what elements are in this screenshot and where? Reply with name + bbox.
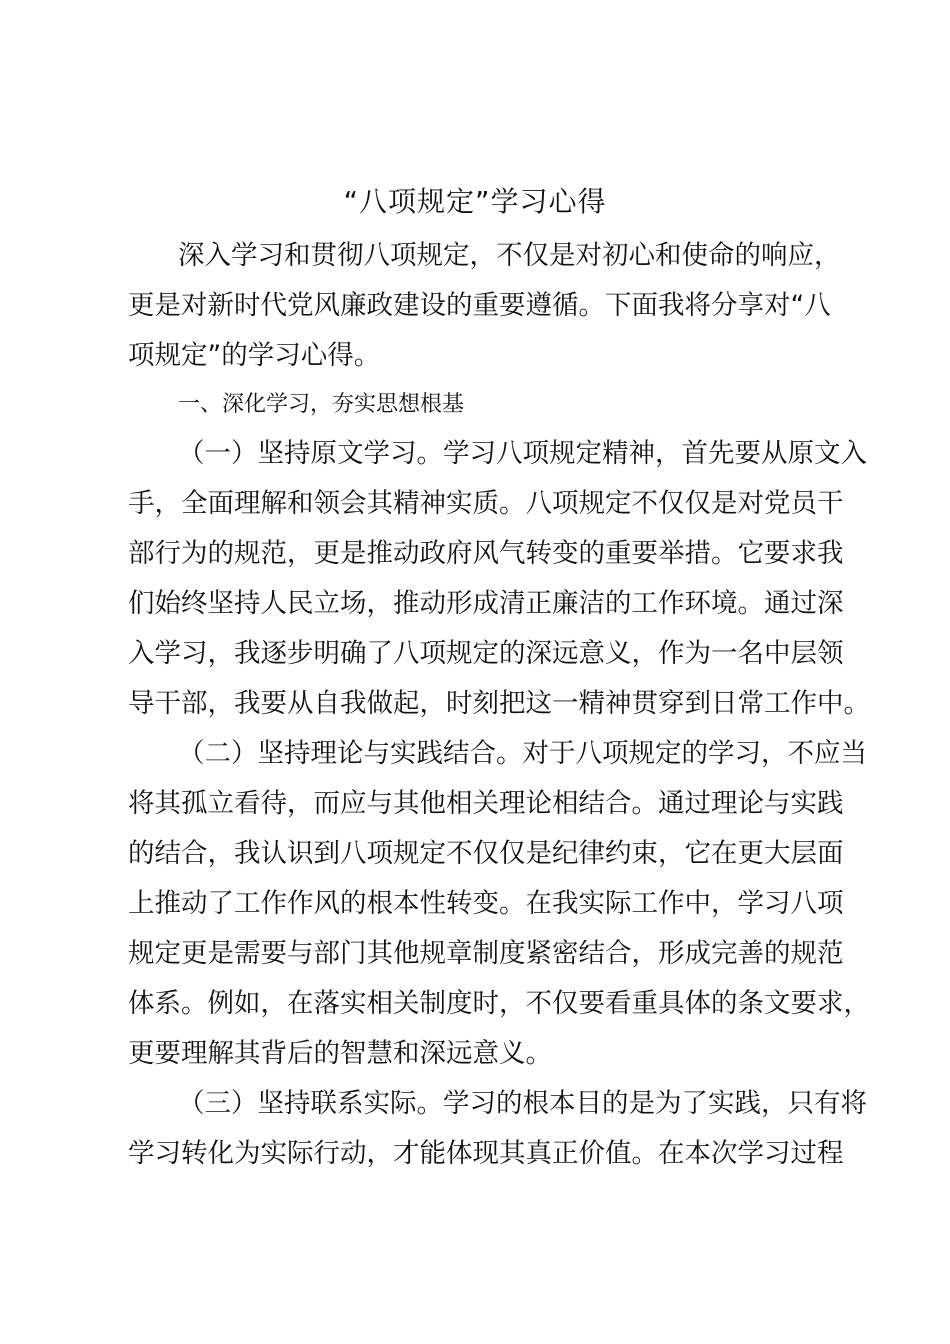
text-line: 学习转化为实际行动，才能体现其真正价值。在本次学习过程 [128, 1138, 844, 1169]
text-line: 规定更是需要与部门其他规章制度紧密结合，形成完善的规范 [128, 938, 844, 969]
text-line: （三）坚持联系实际。学习的根本目的是为了实践，只有将 [178, 1088, 867, 1119]
text-line: 手，全面理解和领会其精神实质。八项规定不仅仅是对党员干 [128, 488, 844, 519]
text-line: 的结合，我认识到八项规定不仅仅是纪律约束，它在更大层面 [128, 838, 844, 869]
text-line: 深入学习和贯彻八项规定，不仅是对初心和使命的响应， [178, 240, 841, 271]
text-line: 更是对新时代党风廉政建设的重要遵循。下面我将分享对“八 [128, 290, 831, 321]
text-line: 上推动了工作作风的根本性转变。在我实际工作中，学习八项 [128, 888, 844, 919]
text-line: 更要理解其背后的智慧和深远意义。 [128, 1038, 552, 1069]
text-line: 将其孤立看待，而应与其他相关理论相结合。通过理论与实践 [128, 788, 844, 819]
text-line: 入学习，我逐步明确了八项规定的深远意义，作为一名中层领 [128, 638, 844, 669]
text-line: 体系。例如，在落实相关制度时，不仅要看重具体的条文要求， [128, 988, 870, 1019]
text-line: 项规定”的学习心得。 [128, 340, 381, 371]
text-line: （二）坚持理论与实践结合。对于八项规定的学习，不应当 [178, 738, 867, 769]
section-heading: 一、深化学习，夯实思想根基 [178, 392, 465, 417]
text-line: 部行为的规范，更是推动政府风气转变的重要举措。它要求我 [128, 538, 844, 569]
text-line: 导干部，我要从自我做起，时刻把这一精神贯穿到日常工作中。 [128, 688, 870, 719]
document-title: “八项规定”学习心得 [343, 185, 607, 218]
text-line: （一）坚持原文学习。学习八项规定精神，首先要从原文入 [178, 438, 867, 469]
text-line: 们始终坚持人民立场，推动形成清正廉洁的工作环境。通过深 [128, 588, 844, 619]
